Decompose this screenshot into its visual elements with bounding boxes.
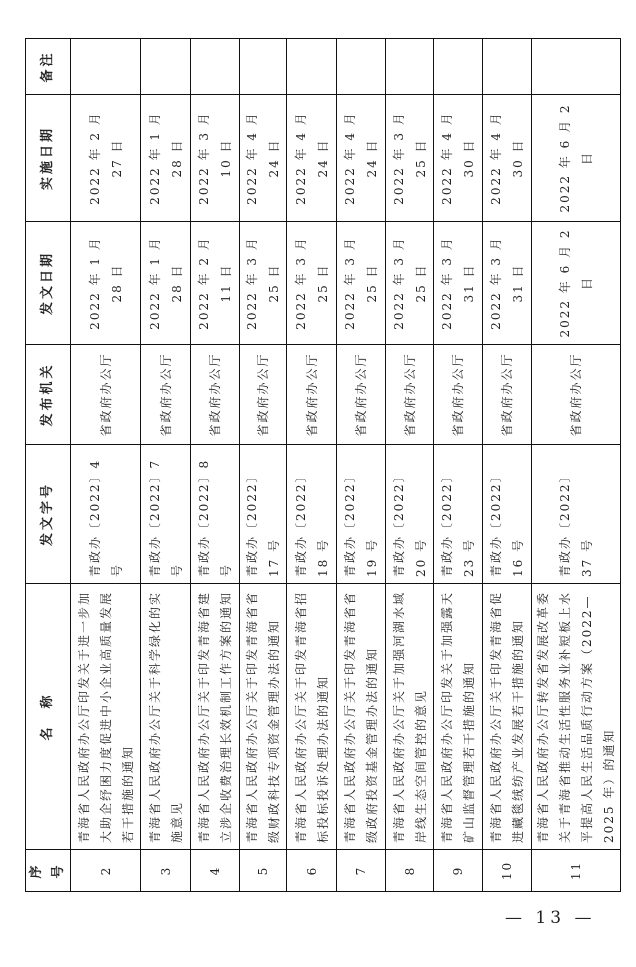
cell-effective-date: 2022 年 2 月 27 日 (71, 95, 141, 222)
cell-effective-date: 2022 年 4 月 30 日 (434, 95, 483, 222)
cell-issuer: 省政府办公厅 (337, 345, 386, 445)
cell-issue-date: 2022 年 3 月 25 日 (386, 222, 434, 345)
cell-issue-date: 2022 年 3 月 31 日 (434, 222, 483, 345)
page-number: — 13 — (505, 908, 596, 928)
header-doc-no: 发文字号 (26, 445, 71, 584)
table-row (434, 39, 483, 892)
cell-issuer: 省政府办公厅 (240, 345, 287, 445)
cell-name: 青海省人民政府办公厅关于科学绿化的实施意见 (141, 584, 191, 850)
cell-issuer: 省政府办公厅 (483, 345, 532, 445)
cell-issuer: 省政府办公厅 (287, 345, 337, 445)
cell-issuer: 省政府办公厅 (532, 345, 621, 445)
cell-issue-date: 2022 年 6 月 2 日 (532, 222, 621, 345)
cell-effective-date: 2022 年 4 月 30 日 (483, 95, 532, 222)
cell-issue-date: 2022 年 3 月 25 日 (240, 222, 287, 345)
cell-seq: 2 (71, 850, 141, 892)
cell-remark (483, 39, 532, 95)
table-row (191, 39, 240, 892)
header-issuer: 发布机关 (26, 345, 71, 445)
cell-seq: 11 (532, 850, 621, 892)
cell-seq: 3 (141, 850, 191, 892)
rotated-table-wrapper (25, 39, 616, 892)
cell-remark (287, 39, 337, 95)
cell-doc-no: 青政办〔2022〕16 号 (483, 445, 532, 584)
cell-name: 青海省人民政府办公厅关于印发青海省招标投标投诉处理办法的通知 (287, 584, 337, 850)
cell-effective-date: 2022 年 6 月 2 日 (532, 95, 621, 222)
table-row (240, 39, 287, 892)
cell-issuer: 省政府办公厅 (141, 345, 191, 445)
table-row (337, 39, 386, 892)
cell-remark (71, 39, 141, 95)
cell-doc-no: 青政办〔2022〕23 号 (434, 445, 483, 584)
cell-doc-no: 青政办〔2022〕19 号 (337, 445, 386, 584)
cell-effective-date: 2022 年 4 月 24 日 (287, 95, 337, 222)
table-header-row (26, 39, 71, 892)
table-row (287, 39, 337, 892)
header-seq: 序号 (26, 850, 71, 892)
cell-effective-date: 2022 年 3 月 10 日 (191, 95, 240, 222)
cell-issuer: 省政府办公厅 (191, 345, 240, 445)
cell-remark (191, 39, 240, 95)
cell-issue-date: 2022 年 2 月 11 日 (191, 222, 240, 345)
cell-issue-date: 2022 年 1 月 28 日 (71, 222, 141, 345)
cell-seq: 5 (240, 850, 287, 892)
table-row (532, 39, 621, 892)
header-name: 名 称 (26, 584, 71, 850)
cell-issue-date: 2022 年 3 月 31 日 (483, 222, 532, 345)
cell-seq: 9 (434, 850, 483, 892)
header-issue-date: 发文日期 (26, 222, 71, 345)
cell-issue-date: 2022 年 3 月 25 日 (337, 222, 386, 345)
cell-name: 青海省人民政府办公厅关于加强河湖水域岸线生态空间管控的意见 (386, 584, 434, 850)
cell-doc-no: 青政办〔2022〕8 号 (191, 445, 240, 584)
cell-remark (240, 39, 287, 95)
cell-issuer: 省政府办公厅 (71, 345, 141, 445)
cell-name: 青海省人民政府办公厅印发关于加强露天矿山监督管理若干措施的通知 (434, 584, 483, 850)
cell-effective-date: 2022 年 1 月 28 日 (141, 95, 191, 222)
cell-doc-no: 青政办〔2022〕18 号 (287, 445, 337, 584)
cell-effective-date: 2022 年 3 月 25 日 (386, 95, 434, 222)
cell-seq: 7 (337, 850, 386, 892)
cell-name: 青海省人民政府办公厅印发关于进一步加大助企纾困力度促进中小企业高质量发展若干措施的通知 (71, 584, 141, 850)
cell-doc-no: 青政办〔2022〕37 号 (532, 445, 621, 584)
table-row (71, 39, 141, 892)
cell-remark (337, 39, 386, 95)
cell-name: 青海省人民政府办公厅关于印发青海省建立涉企收费治理长效机制工作方案的通知 (191, 584, 240, 850)
cell-effective-date: 2022 年 4 月 24 日 (240, 95, 287, 222)
cell-name: 青海省人民政府办公厅关于印发青海省省级财政科技专项资金管理办法的通知 (240, 584, 287, 850)
cell-name: 青海省人民政府办公厅关于印发青海省促进藏毯绒纺产业发展若干措施的通知 (483, 584, 532, 850)
table-row (386, 39, 434, 892)
cell-remark (434, 39, 483, 95)
cell-doc-no: 青政办〔2022〕20 号 (386, 445, 434, 584)
cell-effective-date: 2022 年 4 月 24 日 (337, 95, 386, 222)
cell-doc-no: 青政办〔2022〕7 号 (141, 445, 191, 584)
cell-doc-no: 青政办〔2022〕4 号 (71, 445, 141, 584)
cell-remark (532, 39, 621, 95)
cell-doc-no: 青政办〔2022〕17 号 (240, 445, 287, 584)
cell-seq: 4 (191, 850, 240, 892)
cell-seq: 6 (287, 850, 337, 892)
cell-remark (141, 39, 191, 95)
table-row (483, 39, 532, 892)
cell-name: 青海省人民政府办公厅关于印发青海省省级政府投资基金管理办法的通知 (337, 584, 386, 850)
cell-issue-date: 2022 年 1 月 28 日 (141, 222, 191, 345)
cell-remark (386, 39, 434, 95)
header-effective-date: 实施日期 (26, 95, 71, 222)
cell-name: 青海省人民政府办公厅转发省发展改革委关于青海省推动生活性服务业补短板上水平提高人民生活品质行动方案（2022—2025 年）的通知 (532, 584, 621, 850)
table-row (141, 39, 191, 892)
cell-seq: 8 (386, 850, 434, 892)
header-remark: 备注 (26, 39, 71, 95)
document-table (25, 38, 621, 892)
cell-seq: 10 (483, 850, 532, 892)
cell-issuer: 省政府办公厅 (386, 345, 434, 445)
cell-issuer: 省政府办公厅 (434, 345, 483, 445)
cell-issue-date: 2022 年 3 月 25 日 (287, 222, 337, 345)
